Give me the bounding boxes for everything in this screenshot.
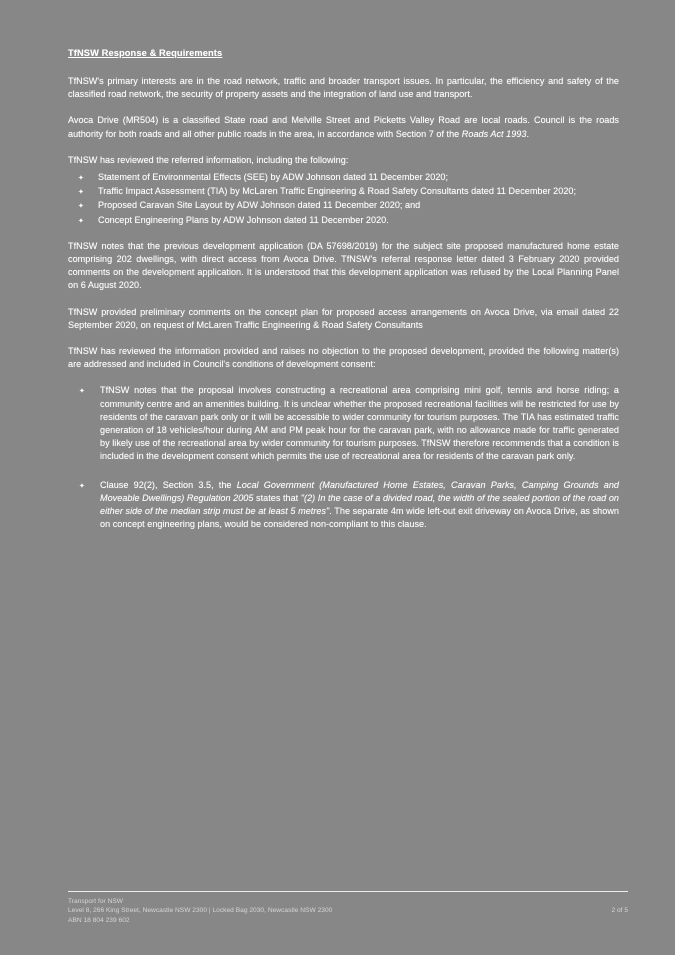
requirements-list [68,384,619,531]
footer-page-number: 2 of 5 [611,906,628,914]
footer-organisation: Transport for NSW [68,897,124,905]
paragraph-previous-development-application: TfNSW notes that the previous development application (DA 57698/2019) for the subject site proposed manufactured home estate comprising 202 dwellings, with direct access from Avoca Drive. TfNSW's referral response letter dated 3 February 2020 provided comments on the development application. It is understood that this development application was refused by the Local Planning Panel on 6 August 2020. [68,240,619,291]
referred-documents-list [68,171,619,227]
footer-abn: ABN 18 804 239 602 [68,916,130,924]
clause-quotation: "(2) In the case of a divided road, the width of the sealed portion of the road on either side of the median strip must be at least 5 metres" [100,492,619,517]
page-footer [68,891,628,925]
footer-divider [68,891,628,892]
clause-tail-text: . The separate 4m wide left-out exit driveway on Avoca Drive, as shown on concept engineering plans, would be considered non-compliant to this clause. [100,506,620,530]
roads-act-citation: Roads Act 1993 [461,128,527,139]
paragraph-primary-interests: TfNSW's primary interests are in the road network, traffic and broader transport issues. In particular, the efficiency and safety of the classified road network, the security of property assets and the integration of land use and transport. [68,76,619,100]
road-classification-text-tail: . [526,128,529,139]
page-title: TfNSW Response & Requirements [68,48,223,58]
list-item: ✦ Concept Engineering Plans by ADW Johnson dated 11 December 2020. [68,214,619,227]
list-item-clause-92 [68,479,619,532]
footer-address: Level 8, 266 King Street, Newcastle NSW 2300 | Locked Bag 2030, Newcastle NSW 2300 [68,907,333,915]
clause-lead-text: Clause 92(2), Section 3.5, the [100,479,237,490]
clause-mid-text: states that [253,492,301,503]
footer-contact-block [68,897,332,925]
document-body [68,75,619,531]
paragraph-reviewed-intro: TfNSW has reviewed the referred information, including the following: [68,154,349,165]
list-item: ✦ Statement of Environmental Effects (SEE) by ADW Johnson dated 11 December 2020; [68,171,619,184]
paragraph-road-classification [68,114,619,140]
paragraph-preliminary-comments: TfNSW provided preliminary comments on the concept plan for proposed access arrangements on Avoca Drive, via email dated 22 September 2020, on request of McLaren Traffic Engineering & Road Safety Consultants [68,306,619,330]
list-item: ✦ Proposed Caravan Site Layout by ADW Johnson dated 11 December 2020; and [68,199,619,212]
paragraph-no-objection: TfNSW has reviewed the information provided and raises no objection to the proposed development, provided the following matter(s) are addressed and included in Council's conditions of development consent: [68,346,619,370]
list-item: ✦ Traffic Impact Assessment (TIA) by McLaren Traffic Engineering & Road Safety Consultants dated 11 December 2020; [68,185,619,198]
road-classification-text-lead: Avoca Drive (MR504) is a classified State road and Melville Street and Picketts Valley Road are local roads. Council is the roads authority for both roads and all other public roads in the area, in accordance with Section 7 of the [68,115,619,139]
regulation-citation: Local Government (Manufactured Home Estates, Caravan Parks, Camping Grounds and Moveable Dwellings) Regulation 2005 [100,479,619,503]
list-item-recreational-area: ✦ TfNSW notes that the proposal involves constructing a recreational area comprising mini golf, tennis and horse riding; a community centre and an amenities building. It is unclear whether the proposed recreational facilities will be restricted for use by residents of the caravan park only or it will be accessible to wider community for tourism purposes. The TIA has estimated traffic generation of 18 vehicles/hour during AM and PM peak hour for the caravan park, with no allowance made for traffic generated by likely use of the recreational area by wider community for tourism purposes. TfNSW therefore recommends that a condition is included in the development consent which permits the use of recreational area for residents of the caravan park only. [68,384,619,463]
